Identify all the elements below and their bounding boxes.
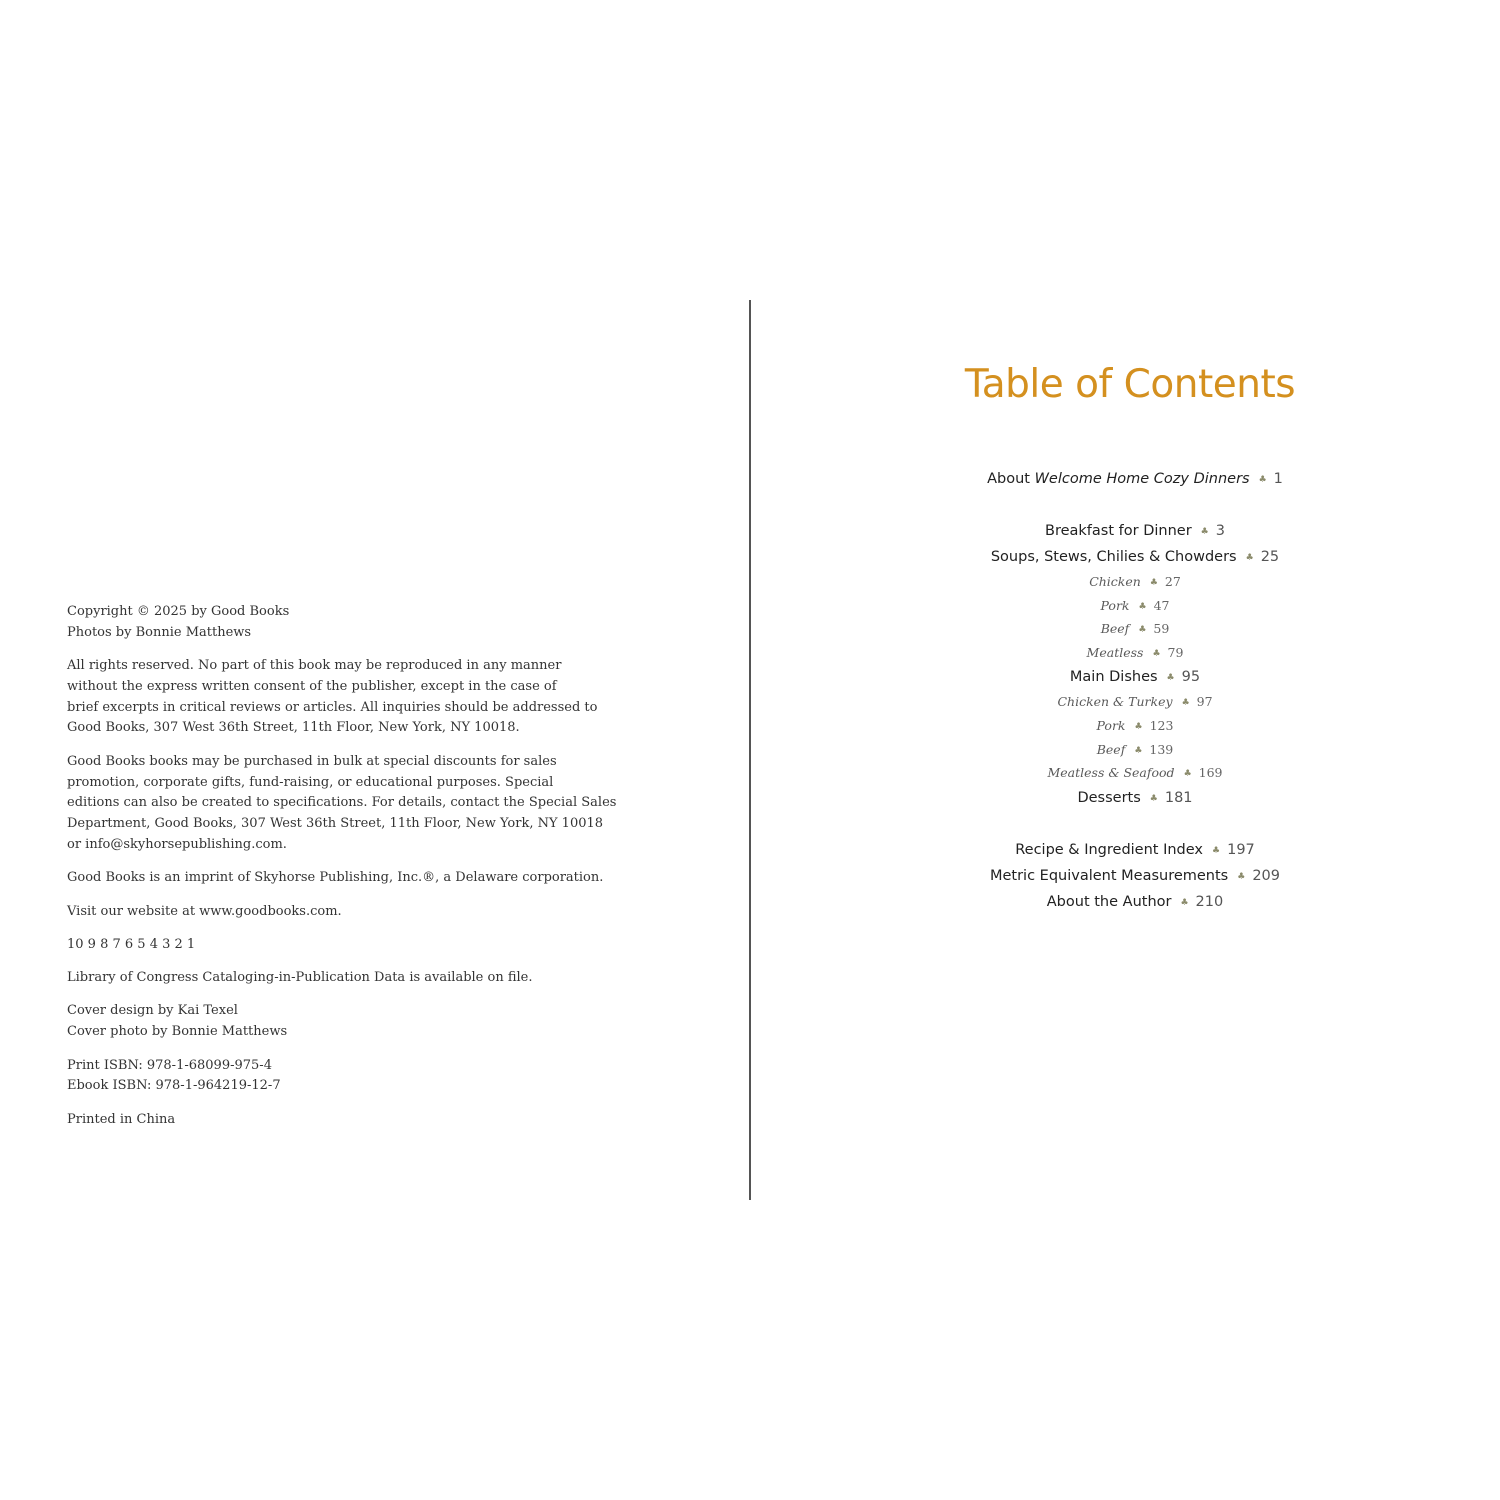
toc-entry-label: Metric Equivalent Measurements bbox=[989, 867, 1229, 884]
copyright-line: Print ISBN: 978-1-68099-975-4 bbox=[67, 1057, 272, 1073]
copyright-line: without the express written consent of the publisher, except in the case of bbox=[67, 678, 557, 694]
toc-title: Table of Contents bbox=[964, 362, 1296, 407]
copyright-line: Library of Congress Cataloging-in-Publication Data is available on file. bbox=[67, 970, 533, 986]
toc-entry bbox=[900, 617, 1370, 641]
copyright-paragraph bbox=[67, 1056, 587, 1098]
toc-entry-label: Beef bbox=[1100, 621, 1130, 637]
copyright-line: promotion, corporate gifts, fund-raising, or educational purposes. Special bbox=[67, 774, 554, 790]
copyright-line: brief excerpts in critical reviews or articles. All inquiries should be addressed to bbox=[67, 699, 598, 715]
toc-entry-page: 59 bbox=[1153, 621, 1170, 637]
toc-entry-label: Desserts bbox=[1077, 789, 1141, 806]
toc-entry-label: Chicken & Turkey bbox=[1057, 694, 1173, 710]
toc-entry-page: 3 bbox=[1215, 523, 1225, 539]
toc-entry-page: 169 bbox=[1198, 765, 1223, 781]
toc-entry-label: Recipe & Ingredient Index bbox=[1015, 841, 1204, 858]
leaf-icon: ♣ bbox=[1183, 769, 1192, 780]
toc-entry bbox=[900, 594, 1370, 618]
toc-entry-label: Main Dishes bbox=[1069, 669, 1158, 686]
toc-entry bbox=[900, 863, 1370, 889]
copyright-paragraph bbox=[67, 752, 617, 856]
toc-entry bbox=[900, 738, 1370, 762]
toc-entry-label: Meatless & Seafood bbox=[1047, 765, 1175, 781]
toc-entry-page: 139 bbox=[1149, 741, 1174, 757]
toc-entry-label: Pork bbox=[1096, 717, 1126, 733]
toc-entry-label: About the Author bbox=[1046, 893, 1172, 910]
copyright-paragraph bbox=[67, 968, 587, 989]
copyright-line: Good Books books may be purchased in bulk at special discounts for sales bbox=[67, 753, 557, 769]
leaf-icon: ♣ bbox=[1180, 897, 1189, 908]
toc-entry bbox=[900, 664, 1370, 690]
toc-entry-label: Beef bbox=[1096, 741, 1126, 757]
toc-entry bbox=[900, 690, 1370, 714]
leaf-icon: ♣ bbox=[1134, 721, 1143, 732]
toc-entry-page: 27 bbox=[1164, 574, 1181, 589]
copyright-line: Visit our website at www.goodbooks.com. bbox=[67, 903, 342, 919]
toc-entry-page: 209 bbox=[1252, 867, 1281, 884]
toc-entry-label: Chicken bbox=[1089, 574, 1141, 589]
toc-entry bbox=[900, 466, 1370, 492]
toc-entry bbox=[900, 544, 1370, 570]
leaf-icon: ♣ bbox=[1152, 648, 1161, 659]
toc-entry bbox=[900, 761, 1370, 785]
leaf-icon: ♣ bbox=[1149, 578, 1158, 588]
toc-entry bbox=[900, 837, 1370, 863]
copyright-line: Ebook ISBN: 978-1-964219-12-7 bbox=[67, 1078, 281, 1094]
copyright-paragraph bbox=[67, 902, 587, 923]
copyright-paragraph bbox=[67, 602, 587, 644]
leaf-icon: ♣ bbox=[1245, 553, 1254, 563]
copyright-line: Good Books is an imprint of Skyhorse Publishing, Inc.®, a Delaware corporation. bbox=[67, 870, 604, 886]
leaf-icon: ♣ bbox=[1200, 527, 1209, 537]
leaf-icon: ♣ bbox=[1237, 871, 1246, 882]
toc-entry-book-title: Welcome Home Cozy Dinners bbox=[1034, 471, 1250, 487]
toc-entry bbox=[900, 785, 1370, 811]
toc-entry-page: 181 bbox=[1164, 789, 1193, 806]
toc-entry-page: 25 bbox=[1260, 549, 1280, 565]
copyright-line: editions can also be created to specifications. For details, contact the Special Sales bbox=[67, 795, 617, 811]
copyright-line: 10 9 8 7 6 5 4 3 2 1 bbox=[67, 936, 196, 952]
leaf-icon: ♣ bbox=[1181, 698, 1190, 709]
leaf-icon: ♣ bbox=[1166, 673, 1175, 684]
leaf-icon: ♣ bbox=[1258, 475, 1267, 485]
toc-entry-page: 97 bbox=[1196, 694, 1213, 710]
copyright-line: Good Books, 307 West 36th Street, 11th Floor, New York, NY 10018. bbox=[67, 720, 520, 736]
copyright-page bbox=[67, 602, 617, 1143]
toc-entry-page: 197 bbox=[1227, 841, 1255, 858]
toc-entry-label: Breakfast for Dinner bbox=[1045, 523, 1192, 539]
copyright-line: or info@skyhorsepublishing.com. bbox=[67, 836, 287, 852]
table-of-contents bbox=[900, 466, 1370, 915]
page-gutter bbox=[749, 300, 751, 1200]
copyright-paragraph bbox=[67, 1110, 587, 1131]
leaf-icon: ♣ bbox=[1138, 601, 1147, 612]
copyright-line: Copyright © 2025 by Good Books bbox=[67, 604, 290, 619]
copyright-paragraph bbox=[67, 656, 598, 739]
toc-entry bbox=[900, 641, 1370, 665]
leaf-icon: ♣ bbox=[1149, 793, 1158, 804]
toc-entry bbox=[900, 570, 1370, 594]
leaf-icon: ♣ bbox=[1134, 745, 1143, 756]
toc-entry-page: 95 bbox=[1181, 669, 1201, 686]
toc-entry-page: 79 bbox=[1167, 644, 1184, 660]
copyright-paragraph bbox=[67, 935, 587, 956]
leaf-icon: ♣ bbox=[1212, 845, 1221, 856]
copyright-line: All rights reserved. No part of this book may be reproduced in any manner bbox=[67, 658, 562, 674]
toc-entry-label: Soups, Stews, Chilies & Chowders bbox=[990, 549, 1237, 565]
copyright-paragraph bbox=[67, 1001, 587, 1043]
toc-entry-page: 1 bbox=[1273, 471, 1283, 487]
copyright-paragraph bbox=[67, 868, 604, 889]
leaf-icon: ♣ bbox=[1138, 625, 1147, 636]
copyright-line: Photos by Bonnie Matthews bbox=[67, 624, 252, 640]
toc-entry-label: About bbox=[987, 471, 1030, 487]
toc-entry bbox=[900, 518, 1370, 544]
copyright-line: Printed in China bbox=[67, 1111, 176, 1127]
toc-entry bbox=[900, 714, 1370, 738]
toc-entry-page: 210 bbox=[1195, 893, 1224, 910]
toc-entry-label: Meatless bbox=[1086, 644, 1144, 660]
toc-entry-page: 47 bbox=[1153, 597, 1170, 613]
toc-entry-label: Pork bbox=[1100, 597, 1130, 613]
toc-entry bbox=[900, 889, 1370, 915]
copyright-line: Cover design by Kai Texel bbox=[67, 1003, 238, 1019]
toc-entry-page: 123 bbox=[1149, 717, 1174, 733]
copyright-line: Department, Good Books, 307 West 36th Street, 11th Floor, New York, NY 10018 bbox=[67, 816, 604, 832]
copyright-line: Cover photo by Bonnie Matthews bbox=[67, 1024, 288, 1040]
